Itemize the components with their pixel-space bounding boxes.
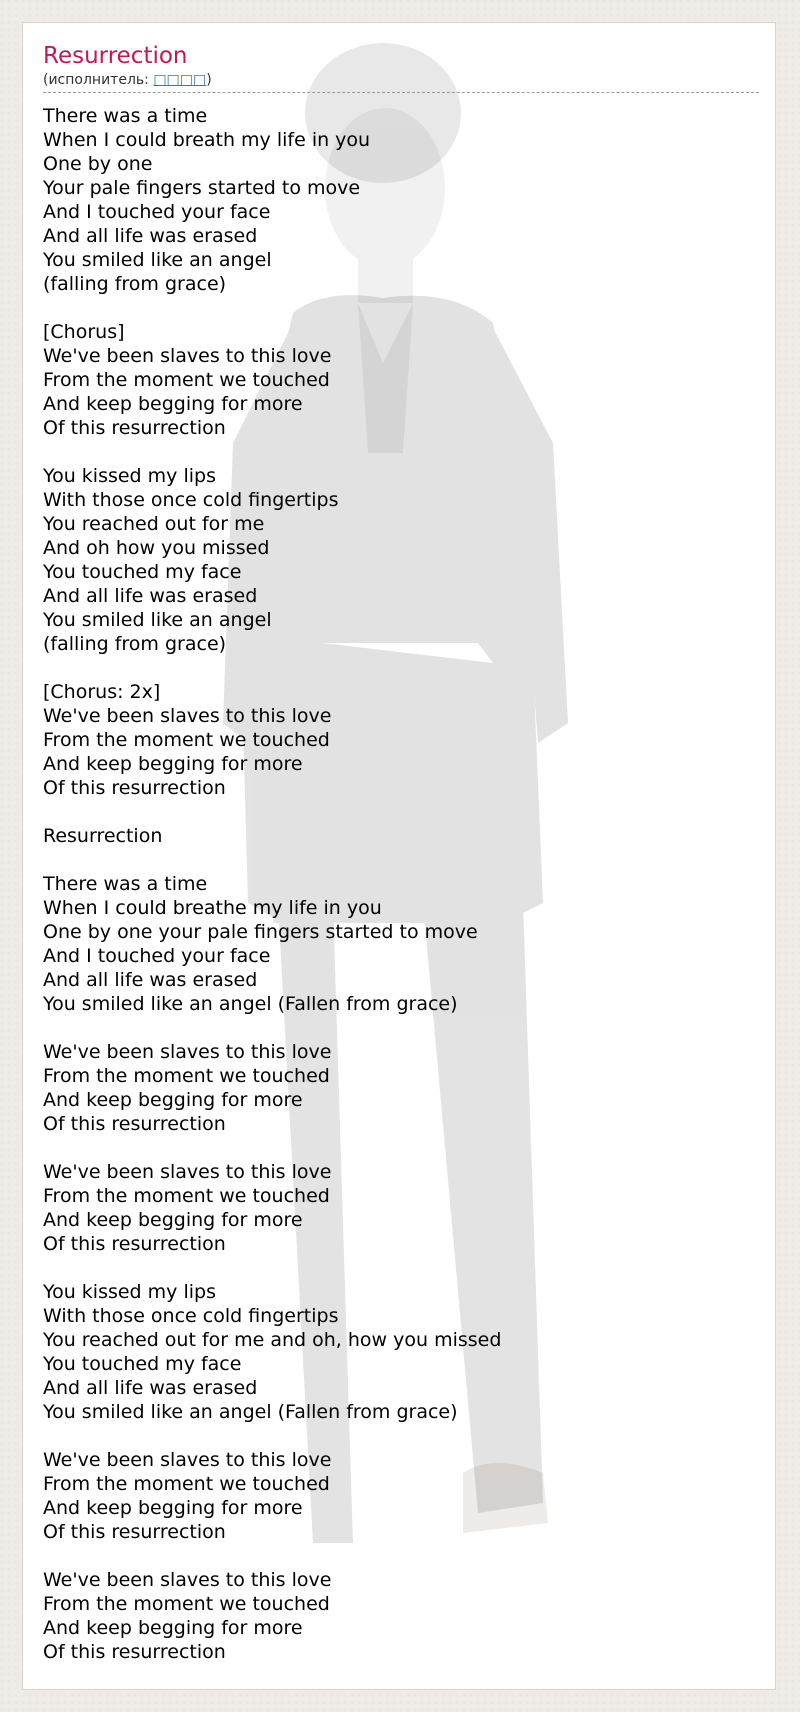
artist-link[interactable]: □□□□	[153, 72, 207, 88]
lyric-line: There was a time	[43, 105, 208, 127]
lyric-line: Of this resurrection	[43, 1521, 226, 1543]
lyric-line: You smiled like an angel	[43, 609, 272, 631]
lyric-line: We've been slaves to this love	[43, 345, 332, 367]
lyric-line: From the moment we touched	[43, 1185, 330, 1207]
lyric-line: With those once cold fingertips	[43, 489, 339, 511]
lyric-line: There was a time	[43, 873, 208, 895]
lyric-line: When I could breath my life in you	[43, 129, 371, 151]
stanza-gap	[43, 1016, 757, 1040]
lyric-line: We've been slaves to this love	[43, 1569, 332, 1591]
stanza-gap	[43, 1424, 757, 1448]
lyric-line: Your pale fingers started to move	[43, 177, 361, 199]
lyric-line: And keep begging for more	[43, 1209, 303, 1231]
lyric-line: From the moment we touched	[43, 1593, 330, 1615]
artist-suffix: )	[206, 72, 212, 88]
lyric-line: One by one	[43, 153, 153, 175]
lyric-line: Of this resurrection	[43, 1113, 226, 1135]
lyric-line: (falling from grace)	[43, 273, 227, 295]
lyrics-content	[43, 41, 757, 1664]
lyric-line: With those once cold fingertips	[43, 1305, 339, 1327]
lyric-line: And keep begging for more	[43, 393, 303, 415]
lyric-line: And keep begging for more	[43, 1617, 303, 1639]
lyric-line: Of this resurrection	[43, 1233, 226, 1255]
lyric-line: And oh how you missed	[43, 537, 270, 559]
lyric-line: You smiled like an angel (Fallen from grace)	[43, 993, 458, 1015]
lyric-line: And all life was erased	[43, 225, 258, 247]
lyric-line: From the moment we touched	[43, 1473, 330, 1495]
lyric-line: You kissed my lips	[43, 465, 216, 487]
lyric-line: From the moment we touched	[43, 729, 330, 751]
artist-line	[43, 71, 759, 93]
lyric-line: And all life was erased	[43, 969, 258, 991]
stanza-gap	[43, 800, 757, 824]
lyric-line: From the moment we touched	[43, 1065, 330, 1087]
lyric-line: Of this resurrection	[43, 417, 226, 439]
lyric-line: You touched my face	[43, 1353, 242, 1375]
lyric-line: You touched my face	[43, 561, 242, 583]
stanza-gap	[43, 1136, 757, 1160]
lyric-line: And I touched your face	[43, 201, 271, 223]
stanza-gap	[43, 1544, 757, 1568]
stanza-gap	[43, 1256, 757, 1280]
lyrics-text	[43, 104, 757, 1664]
lyric-line: Resurrection	[43, 825, 163, 847]
lyric-line: One by one your pale fingers started to move	[43, 921, 478, 943]
lyric-line: (falling from grace)	[43, 633, 227, 655]
lyric-line: And I touched your face	[43, 945, 271, 967]
artist-prefix: (исполнитель:	[43, 72, 154, 88]
song-title: Resurrection	[43, 43, 188, 69]
lyrics-card	[22, 22, 776, 1690]
lyric-line: We've been slaves to this love	[43, 1161, 332, 1183]
lyric-line: From the moment we touched	[43, 369, 330, 391]
lyric-line: And all life was erased	[43, 1377, 258, 1399]
lyric-line: Of this resurrection	[43, 777, 226, 799]
lyric-line: We've been slaves to this love	[43, 705, 332, 727]
lyric-line: You smiled like an angel (Fallen from grace)	[43, 1401, 458, 1423]
lyric-line: And keep begging for more	[43, 1497, 303, 1519]
lyric-line: You reached out for me and oh, how you missed	[43, 1329, 502, 1351]
lyric-line: We've been slaves to this love	[43, 1449, 332, 1471]
lyric-line: You smiled like an angel	[43, 249, 272, 271]
stanza-gap	[43, 848, 757, 872]
lyric-line: [Chorus]	[43, 321, 125, 343]
lyric-line: [Chorus: 2x]	[43, 681, 161, 703]
stanza-gap	[43, 440, 757, 464]
stanza-gap	[43, 296, 757, 320]
lyric-line: And keep begging for more	[43, 1089, 303, 1111]
lyric-line: Of this resurrection	[43, 1641, 226, 1663]
lyric-line: And keep begging for more	[43, 753, 303, 775]
stanza-gap	[43, 656, 757, 680]
lyric-line: We've been slaves to this love	[43, 1041, 332, 1063]
lyric-line: When I could breathe my life in you	[43, 897, 382, 919]
lyric-line: You reached out for me	[43, 513, 265, 535]
lyric-line: And all life was erased	[43, 585, 258, 607]
lyric-line: You kissed my lips	[43, 1281, 216, 1303]
